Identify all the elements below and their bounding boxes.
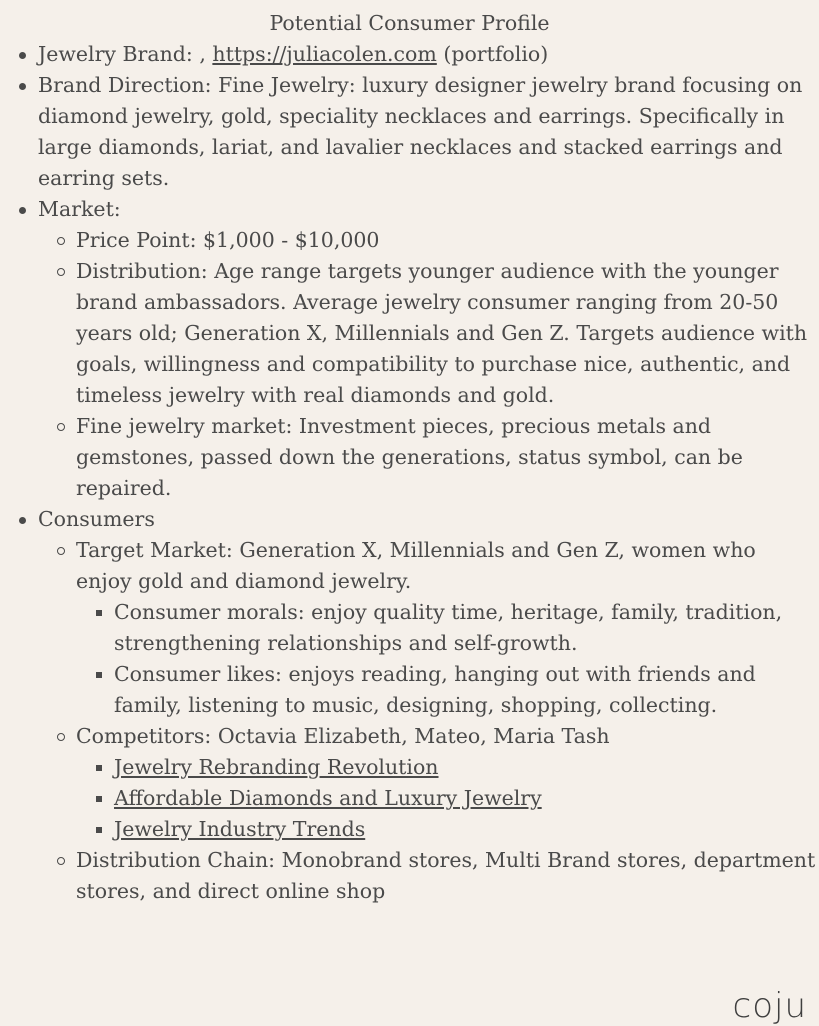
- list-item-distribution: [38, 256, 817, 411]
- list-item-link: [76, 752, 817, 783]
- list-item-fine-jewelry: [38, 411, 817, 504]
- list-item-competitors: [38, 721, 817, 845]
- market-label: Market:: [38, 197, 121, 221]
- distribution-text: Distribution: Age range targets younger audience with the younger brand ambassadors. Average jewelry consumer ranging from 20-50 years old; Generation X, Millennials and Gen Z. Targets audience with goals, willingness and compatibility to purchase nice, authentic, and timeless jewelry with real diamonds and gold.: [76, 259, 808, 407]
- list-item-target-market: [38, 535, 817, 721]
- list-item-consumers: [0, 504, 819, 907]
- list-item-distribution-chain: [38, 845, 817, 907]
- target-market-text: Target Market: Generation X, Millennials and Gen Z, women who enjoy gold and diamond jewelry.: [76, 538, 756, 593]
- list-item-brand: [0, 39, 819, 70]
- list-item-price-point: [38, 225, 817, 256]
- brand-suffix: (portfolio): [443, 42, 549, 66]
- list-item-link: [76, 783, 817, 814]
- fine-jewelry-text: Fine jewelry market: Investment pieces, precious metals and gemstones, passed down the generations, status symbol, can be repaired.: [76, 414, 743, 500]
- brand-logo: coju: [732, 986, 807, 1026]
- profile-list: [0, 39, 819, 907]
- direction-text: Brand Direction: Fine Jewelry: luxury designer jewelry brand focusing on diamond jewelry, gold, speciality necklaces and earrings. Specifically in large diamonds, lariat, and lavalier necklaces and stacked earrings and earring sets.: [38, 73, 803, 190]
- brand-label: Jewelry Brand: ,: [38, 42, 206, 66]
- competitors-links: [76, 752, 817, 845]
- link-industry-trends[interactable]: Jewelry Industry Trends: [114, 817, 366, 841]
- consumers-sublist: [38, 535, 817, 907]
- consumers-label: Consumers: [38, 507, 155, 531]
- list-item-direction: [0, 70, 819, 194]
- distribution-chain-text: Distribution Chain: Monobrand stores, Multi Brand stores, department stores, and direct online shop: [76, 848, 816, 903]
- document: [0, 8, 819, 907]
- list-item-likes: [76, 659, 817, 721]
- list-item-link: [76, 814, 817, 845]
- morals-text: Consumer morals: enjoy quality time, heritage, family, tradition, strengthening relationships and self-growth.: [114, 600, 783, 655]
- portfolio-link[interactable]: https://juliacolen.com: [212, 42, 437, 66]
- list-item-morals: [76, 597, 817, 659]
- target-market-sublist: [76, 597, 817, 721]
- page-title: Potential Consumer Profile: [269, 11, 550, 35]
- likes-text: Consumer likes: enjoys reading, hanging out with friends and family, listening to music, designing, shopping, collecting.: [114, 662, 756, 717]
- price-point-text: Price Point: $1,000 - $10,000: [76, 228, 380, 252]
- link-affordable-diamonds[interactable]: Affordable Diamonds and Luxury Jewelry: [114, 786, 542, 810]
- list-item-market: [0, 194, 819, 504]
- competitors-text: Competitors: Octavia Elizabeth, Mateo, Maria Tash: [76, 724, 610, 748]
- market-sublist: [38, 225, 817, 504]
- link-rebranding-revolution[interactable]: Jewelry Rebranding Revolution: [114, 755, 439, 779]
